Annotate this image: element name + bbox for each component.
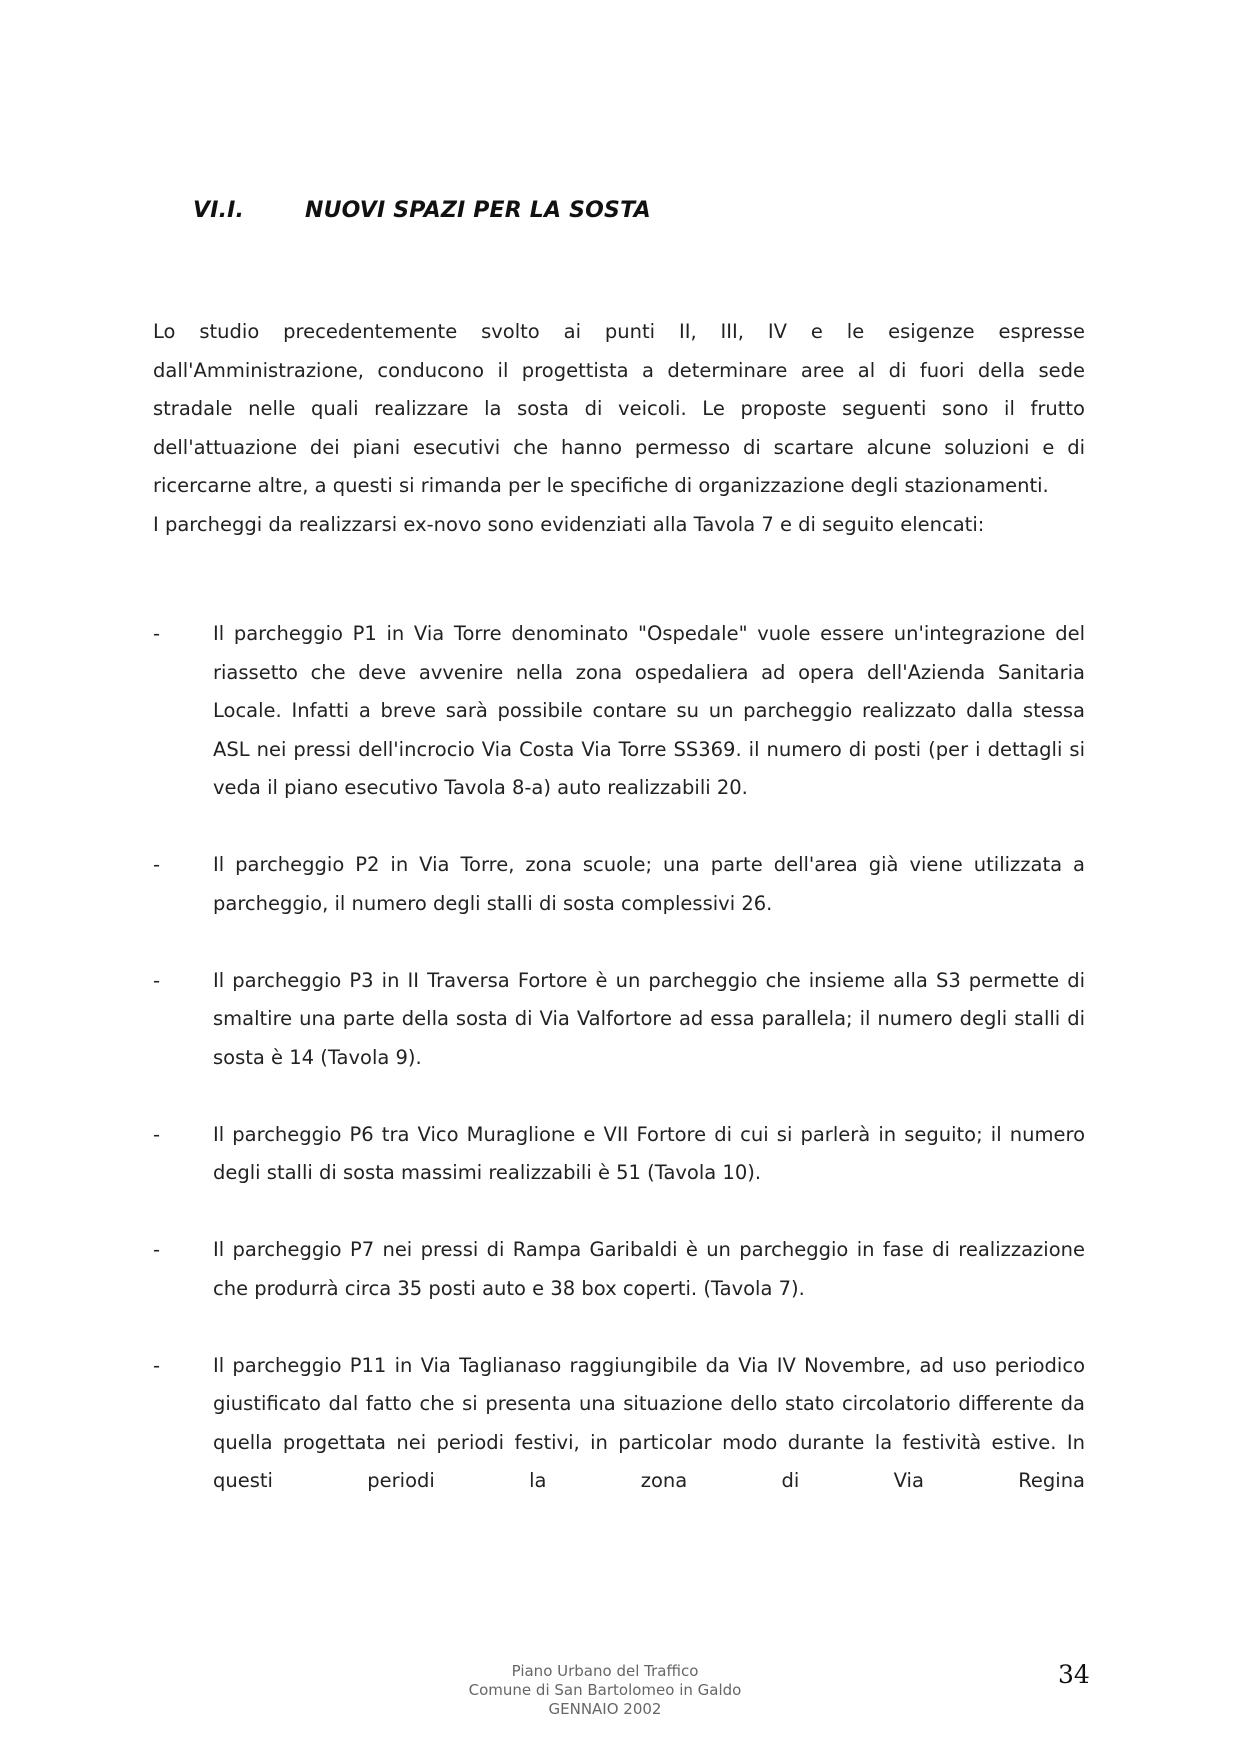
list-item [153,615,1085,808]
list-bullet: - [153,622,161,645]
list-bullet: - [153,968,161,992]
list-item [153,1116,1085,1193]
intro-block [153,313,1085,544]
section-title: NUOVI SPAZI PER LA SOSTA [305,198,651,223]
parking-list [153,615,1085,1539]
list-bullet: - [153,1122,161,1146]
list-item-text: Il parcheggio P1 in Via Torre denominato "Ospedale" vuole essere un'integrazione del riassetto che deve avvenire nella zona ospedaliera ad opera dell'Azienda Sanitaria Locale. Infatti a breve sarà possibile contare su un parcheggio realizzato dalla stessa ASL nei pressi dell'incrocio Via Costa Via Torre SS369. il numero di posti (per i dettagli si veda il piano esecutivo Tavola 8-a) auto realizzabili 20. [213,622,1085,799]
footer-line: Comune di San Bartolomeo in Galdo [468,1681,742,1699]
list-bullet: - [153,1353,161,1377]
list-item-text: Il parcheggio P7 nei pressi di Rampa Garibaldi è un parcheggio in fase di realizzazione che produrrà circa 35 posti auto e 38 box coperti. (Tavola 7). [213,1238,1085,1300]
list-item-text: Il parcheggio P2 in Via Torre, zona scuole; una parte dell'area già viene utilizzata a parcheggio, il numero degli stalli di sosta complessivi 26. [213,853,1085,915]
list-bullet: - [153,1238,161,1261]
list-item-text: Il parcheggio P11 in Via Taglianaso raggiungibile da Via IV Novembre, ad uso periodico giustificato dal fatto che si presenta una situazione dello stato circolatorio differente da quella progettata nei periodi festivi, in particolar modo durante la festività estive. In questi periodi la zona di Via Regina [213,1353,1085,1492]
page-number: 34 [1058,1660,1090,1689]
list-item [153,1347,1085,1501]
list-item [153,846,1085,923]
list-item-text: Il parcheggio P6 tra Vico Muraglione e VII Fortore di cui si parlerà in seguito; il numero degli stalli di sosta massimi realizzabili è 51 (Tavola 10). [213,1122,1085,1184]
section-number: VI.I. [193,198,245,223]
intro-paragraph: Lo studio precedentemente svolto ai punti II, III, IV e le esigenze espresse dall'Amministrazione, conducono il progettista a determinare aree al di fuori della sede stradale nelle quali realizzare la sosta di veicoli. Le proposte seguenti sono il frutto dell'attuazione dei piani esecutivi che hanno permesso di scartare alcune soluzioni e di ricercarne altre, a questi si rimanda per le specifiche di organizzazione degli stazionamenti. [153,320,1085,497]
list-bullet: - [153,853,161,876]
footer-line: GENNAIO 2002 [548,1700,662,1718]
list-intro: I parcheggi da realizzarsi ex-novo sono evidenziati alla Tavola 7 e di seguito elencati: [153,512,985,536]
section-heading [193,198,651,223]
list-item [153,1231,1085,1308]
list-item [153,962,1085,1078]
list-item-text: Il parcheggio P3 in II Traversa Fortore è un parcheggio che insieme alla S3 permette di smaltire una parte della sosta di Via Valfortore ad essa parallela; il numero degli stalli di sosta è 14 (Tavola 9). [213,968,1085,1069]
footer-line: Piano Urbano del Traffico [511,1662,699,1680]
page-footer [420,1662,790,1719]
